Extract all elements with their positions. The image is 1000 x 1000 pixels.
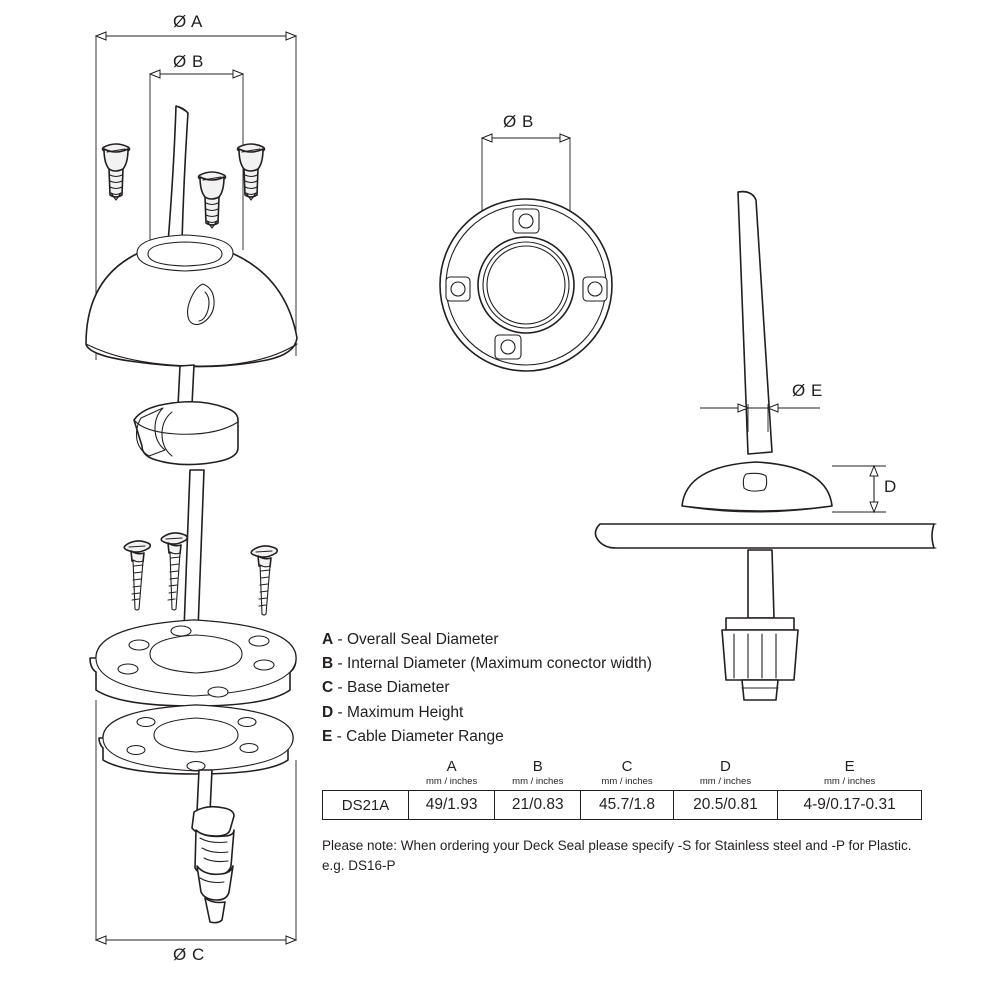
legend-item-c xyxy=(322,676,722,700)
header-units-d: mm / inches xyxy=(699,776,752,787)
header-units-c: mm / inches xyxy=(601,776,653,787)
dimension-d-height xyxy=(832,466,886,512)
mounting-boss-top xyxy=(513,209,539,233)
legend-item-b xyxy=(322,652,722,676)
legend-key-b: B xyxy=(322,655,334,673)
legend-key-a: A xyxy=(322,631,334,648)
cable-grommet xyxy=(134,402,238,465)
cell-value-a: 49/1.93 xyxy=(409,791,495,820)
label-dim-d: D xyxy=(884,477,897,496)
header-letter-e: E xyxy=(844,758,855,775)
dimension-b-internal xyxy=(150,70,243,250)
legend-key-d: D xyxy=(322,703,334,721)
deck-seal-dome xyxy=(86,235,297,367)
cell-value-c: 45.7/1.8 xyxy=(581,791,673,820)
wood-screw-left xyxy=(124,541,150,610)
wood-screw-middle xyxy=(161,533,187,610)
header-units-e: mm / inches xyxy=(824,776,876,787)
legend-key-e: E xyxy=(322,727,333,745)
machine-screw-right xyxy=(238,144,265,200)
legend-text-e: - Cable Diameter Range xyxy=(336,727,504,745)
label-dim-b-left: Ø B xyxy=(173,52,204,71)
cable-mid-lower xyxy=(184,470,204,630)
header-letter-a: A xyxy=(446,758,457,775)
header-units-blank xyxy=(323,776,409,791)
legend-text-a: - Overall Seal Diameter xyxy=(337,631,499,648)
legend-text-b: - Internal Diameter (Maximum conector width) xyxy=(337,655,652,673)
header-letter-b: B xyxy=(532,758,543,775)
cell-value-d: 20.5/0.81 xyxy=(673,791,778,820)
table-header-units xyxy=(323,776,922,791)
header-letter-d: D xyxy=(720,758,731,775)
header-units-a: mm / inches xyxy=(425,776,478,787)
legend-item-a xyxy=(322,628,722,652)
label-dim-e: Ø E xyxy=(792,381,823,400)
deck-seal-dome-elevation xyxy=(682,462,832,512)
flange-lower-gasket xyxy=(99,705,293,774)
deck-panel xyxy=(595,524,936,548)
cell-model: DS21A xyxy=(323,791,409,820)
legend-item-d xyxy=(322,701,722,725)
mounting-boss-right xyxy=(583,277,607,301)
exploded-assembly-view xyxy=(86,32,297,944)
table-row xyxy=(323,791,922,820)
legend-text-c: - Base Diameter xyxy=(337,679,450,697)
header-blank xyxy=(323,758,409,776)
wood-screw-right xyxy=(251,546,277,615)
machine-screw-middle xyxy=(199,172,226,228)
label-dim-c: Ø C xyxy=(173,945,205,964)
legend-item-e xyxy=(322,725,722,749)
cable-lower xyxy=(197,770,212,812)
machine-screw-left xyxy=(103,144,130,200)
cable-connector-right xyxy=(722,618,798,700)
cable-connector-boot-left xyxy=(192,807,234,923)
cable-upper xyxy=(168,106,188,243)
plan-view-top xyxy=(440,134,612,371)
cell-value-e: 4-9/0.17-0.31 xyxy=(778,791,922,820)
legend xyxy=(322,628,722,749)
mounting-boss-bottom-left xyxy=(495,335,521,359)
table-header-letters xyxy=(323,758,922,776)
cell-value-b: 21/0.83 xyxy=(495,791,581,820)
elevation-view-right xyxy=(595,191,936,700)
mounting-boss-left xyxy=(446,277,470,301)
header-units-b: mm / inches xyxy=(512,776,564,787)
header-letter-c: C xyxy=(621,758,633,775)
spec-table xyxy=(322,758,922,820)
note-text: Please note: When ordering your Deck Seal please specify -S for Stainless steel and -P for Plastic. e.g. DS16-P xyxy=(322,838,912,873)
legend-text-d: - Maximum Height xyxy=(337,703,464,721)
label-dim-b-plan: Ø B xyxy=(503,112,534,131)
flange-upper xyxy=(90,620,296,706)
legend-key-c: C xyxy=(322,679,334,697)
label-dim-a: Ø A xyxy=(173,12,203,31)
